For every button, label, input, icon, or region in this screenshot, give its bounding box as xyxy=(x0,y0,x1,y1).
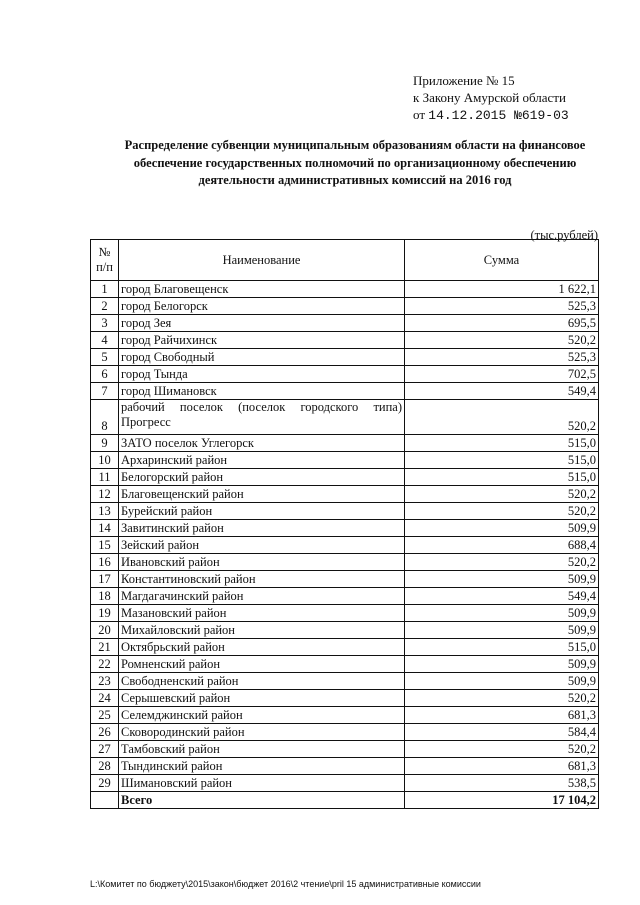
row-number: 1 xyxy=(91,281,119,298)
row-sum: 509,9 xyxy=(405,656,599,673)
table-row xyxy=(91,486,599,503)
row-sum: 520,2 xyxy=(405,503,599,520)
row-name: Завитинский район xyxy=(119,520,405,537)
row-sum: 515,0 xyxy=(405,639,599,656)
table-row xyxy=(91,349,599,366)
row-number: 14 xyxy=(91,520,119,537)
row-name: город Белогорск xyxy=(119,298,405,315)
row-sum: 681,3 xyxy=(405,707,599,724)
row-number: 19 xyxy=(91,605,119,622)
row-sum: 525,3 xyxy=(405,298,599,315)
table-row xyxy=(91,622,599,639)
appendix-date-prefix: от xyxy=(413,107,429,122)
row-number: 25 xyxy=(91,707,119,724)
row-sum: 520,2 xyxy=(405,554,599,571)
row-number: 15 xyxy=(91,537,119,554)
row-number: 26 xyxy=(91,724,119,741)
table-row xyxy=(91,724,599,741)
row-name: Михайловский район xyxy=(119,622,405,639)
row-sum: 515,0 xyxy=(405,469,599,486)
appendix-date-line xyxy=(413,106,569,124)
table-row xyxy=(91,588,599,605)
row-name: Ивановский район xyxy=(119,554,405,571)
row-name: Ромненский район xyxy=(119,656,405,673)
row-name: Селемджинский район xyxy=(119,707,405,724)
header-sum: Сумма xyxy=(405,240,599,281)
row-name: Тындинский район xyxy=(119,758,405,775)
row-name: Сковородинский район xyxy=(119,724,405,741)
row-sum: 520,2 xyxy=(405,400,599,435)
row-name: Свободненский район xyxy=(119,673,405,690)
table-row xyxy=(91,605,599,622)
row-name: город Зея xyxy=(119,315,405,332)
row-number: 22 xyxy=(91,656,119,673)
row-number: 3 xyxy=(91,315,119,332)
row-sum: 520,2 xyxy=(405,486,599,503)
row-name: Октябрьский район xyxy=(119,639,405,656)
table-row xyxy=(91,673,599,690)
row-sum: 1 622,1 xyxy=(405,281,599,298)
row-name: город Райчихинск xyxy=(119,332,405,349)
table-row xyxy=(91,366,599,383)
row-name: город Благовещенск xyxy=(119,281,405,298)
row-number: 20 xyxy=(91,622,119,639)
row-name: Благовещенский район xyxy=(119,486,405,503)
row-number: 29 xyxy=(91,775,119,792)
row-name: Тамбовский район xyxy=(119,741,405,758)
row-number: 12 xyxy=(91,486,119,503)
header-num: № п/п xyxy=(91,240,119,281)
row-number: 23 xyxy=(91,673,119,690)
row-number: 18 xyxy=(91,588,119,605)
table-row xyxy=(91,656,599,673)
appendix-number: Приложение № 15 xyxy=(413,73,515,88)
row-sum: 509,9 xyxy=(405,673,599,690)
row-number: 7 xyxy=(91,383,119,400)
row-number: 16 xyxy=(91,554,119,571)
row-sum: 688,4 xyxy=(405,537,599,554)
row-number: 8 xyxy=(91,400,119,435)
row-number: 6 xyxy=(91,366,119,383)
units-label: (тыс.рублей) xyxy=(530,228,598,242)
row-number: 17 xyxy=(91,571,119,588)
row-sum: 509,9 xyxy=(405,520,599,537)
appendix-law-reference: к Закону Амурской области xyxy=(413,90,566,105)
row-sum: 525,3 xyxy=(405,349,599,366)
row-sum: 509,9 xyxy=(405,571,599,588)
row-name: Мазановский район xyxy=(119,605,405,622)
table-row xyxy=(91,537,599,554)
table-row xyxy=(91,639,599,656)
table-row xyxy=(91,332,599,349)
table-row xyxy=(91,707,599,724)
row-sum: 695,5 xyxy=(405,315,599,332)
table-row xyxy=(91,571,599,588)
table-row xyxy=(91,554,599,571)
distribution-table xyxy=(90,239,599,809)
row-name: Шимановский район xyxy=(119,775,405,792)
total-label: Всего xyxy=(119,792,405,809)
row-name: Белогорский район xyxy=(119,469,405,486)
table-row xyxy=(91,503,599,520)
row-sum: 702,5 xyxy=(405,366,599,383)
row-name: ЗАТО поселок Углегорск xyxy=(119,435,405,452)
row-name: город Шимановск xyxy=(119,383,405,400)
table-row xyxy=(91,452,599,469)
appendix-header xyxy=(413,72,569,124)
row-sum: 515,0 xyxy=(405,452,599,469)
row-number: 2 xyxy=(91,298,119,315)
row-name: город Свободный xyxy=(119,349,405,366)
table-row xyxy=(91,741,599,758)
row-name: рабочий поселок (поселок городского типа) Прогресс xyxy=(119,400,405,435)
row-number: 28 xyxy=(91,758,119,775)
row-number: 24 xyxy=(91,690,119,707)
total-sum: 17 104,2 xyxy=(405,792,599,809)
row-number: 11 xyxy=(91,469,119,486)
row-sum: 509,9 xyxy=(405,605,599,622)
row-sum: 538,5 xyxy=(405,775,599,792)
table-row xyxy=(91,690,599,707)
table-row xyxy=(91,435,599,452)
row-number: 27 xyxy=(91,741,119,758)
table-row xyxy=(91,758,599,775)
header-name: Наименование xyxy=(119,240,405,281)
row-name: Архаринский район xyxy=(119,452,405,469)
table-row xyxy=(91,520,599,537)
table-row xyxy=(91,469,599,486)
total-row xyxy=(91,792,599,809)
row-name: Магдагачинский район xyxy=(119,588,405,605)
row-name: Бурейский район xyxy=(119,503,405,520)
row-number: 10 xyxy=(91,452,119,469)
row-sum: 515,0 xyxy=(405,435,599,452)
row-sum: 549,4 xyxy=(405,383,599,400)
row-name: Серышевский район xyxy=(119,690,405,707)
row-name: город Тында xyxy=(119,366,405,383)
row-sum: 681,3 xyxy=(405,758,599,775)
row-sum: 509,9 xyxy=(405,622,599,639)
row-sum: 549,4 xyxy=(405,588,599,605)
row-name: Зейский район xyxy=(119,537,405,554)
table-row xyxy=(91,383,599,400)
row-number: 13 xyxy=(91,503,119,520)
table-row xyxy=(91,281,599,298)
row-number: 21 xyxy=(91,639,119,656)
row-sum: 584,4 xyxy=(405,724,599,741)
appendix-date-number: 14.12.2015 №619-03 xyxy=(428,108,569,123)
row-number: 4 xyxy=(91,332,119,349)
row-sum: 520,2 xyxy=(405,332,599,349)
row-name: Константиновский район xyxy=(119,571,405,588)
row-sum: 520,2 xyxy=(405,690,599,707)
table-row xyxy=(91,400,599,435)
table-row xyxy=(91,298,599,315)
table-row xyxy=(91,315,599,332)
table-row xyxy=(91,775,599,792)
row-sum: 520,2 xyxy=(405,741,599,758)
table-header-row xyxy=(91,240,599,281)
row-number: 5 xyxy=(91,349,119,366)
document-title: Распределение субвенции муниципальным образованиям области на финансовое обеспечение государственных полномочий по организационному обеспечению деятельности административных комиссий на 2016 год xyxy=(124,138,586,187)
total-num xyxy=(91,792,119,809)
file-path-footer: L:\Комитет по бюджету\2015\закон\бюджет 2016\2 чтение\pril 15 административные комиссии xyxy=(90,879,481,889)
row-number: 9 xyxy=(91,435,119,452)
